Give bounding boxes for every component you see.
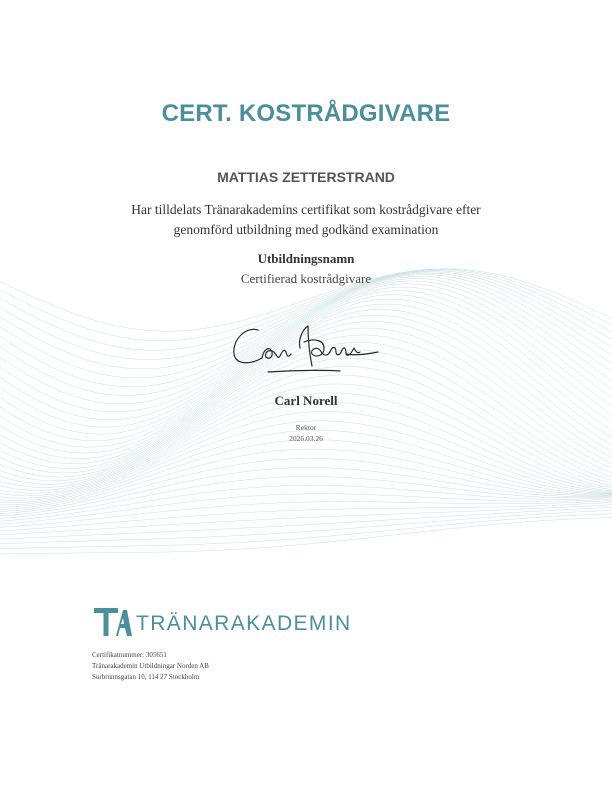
description-line-1: Har tilldelats Tränarakademins certifikat som kostrådgivare efter — [131, 202, 481, 217]
logo-wordmark: TRÄNARAKADEMIN — [136, 612, 352, 635]
recipient-name: MATTIAS ZETTERSTRAND — [217, 169, 395, 185]
certificate-number: Certifikatnummer: 305651 — [92, 651, 167, 659]
signer-role: Rektor — [295, 423, 317, 432]
company-address: Surbrunnsgatan 10, 114 27 Stockholm — [92, 673, 200, 681]
certificate-description — [0, 200, 612, 240]
tranarakademin-logo — [92, 604, 352, 640]
education-value: Certifierad kostrådgivare — [240, 271, 372, 286]
certificate-title: CERT. KOSTRÅDGIVARE — [161, 100, 451, 127]
ta-logo-mark-icon — [92, 604, 132, 638]
signer-name: Carl Norell — [274, 393, 338, 408]
education-label: Utbildningsnamn — [257, 251, 355, 266]
signature-image — [228, 318, 384, 378]
description-line-2: genomförd utbildning med godkänd examination — [173, 222, 439, 237]
signature-date: 2026.03.26 — [289, 434, 323, 443]
certificate-footer — [92, 650, 209, 683]
company-name: Tränarakademin Utbildningar Norden AB — [92, 662, 209, 670]
